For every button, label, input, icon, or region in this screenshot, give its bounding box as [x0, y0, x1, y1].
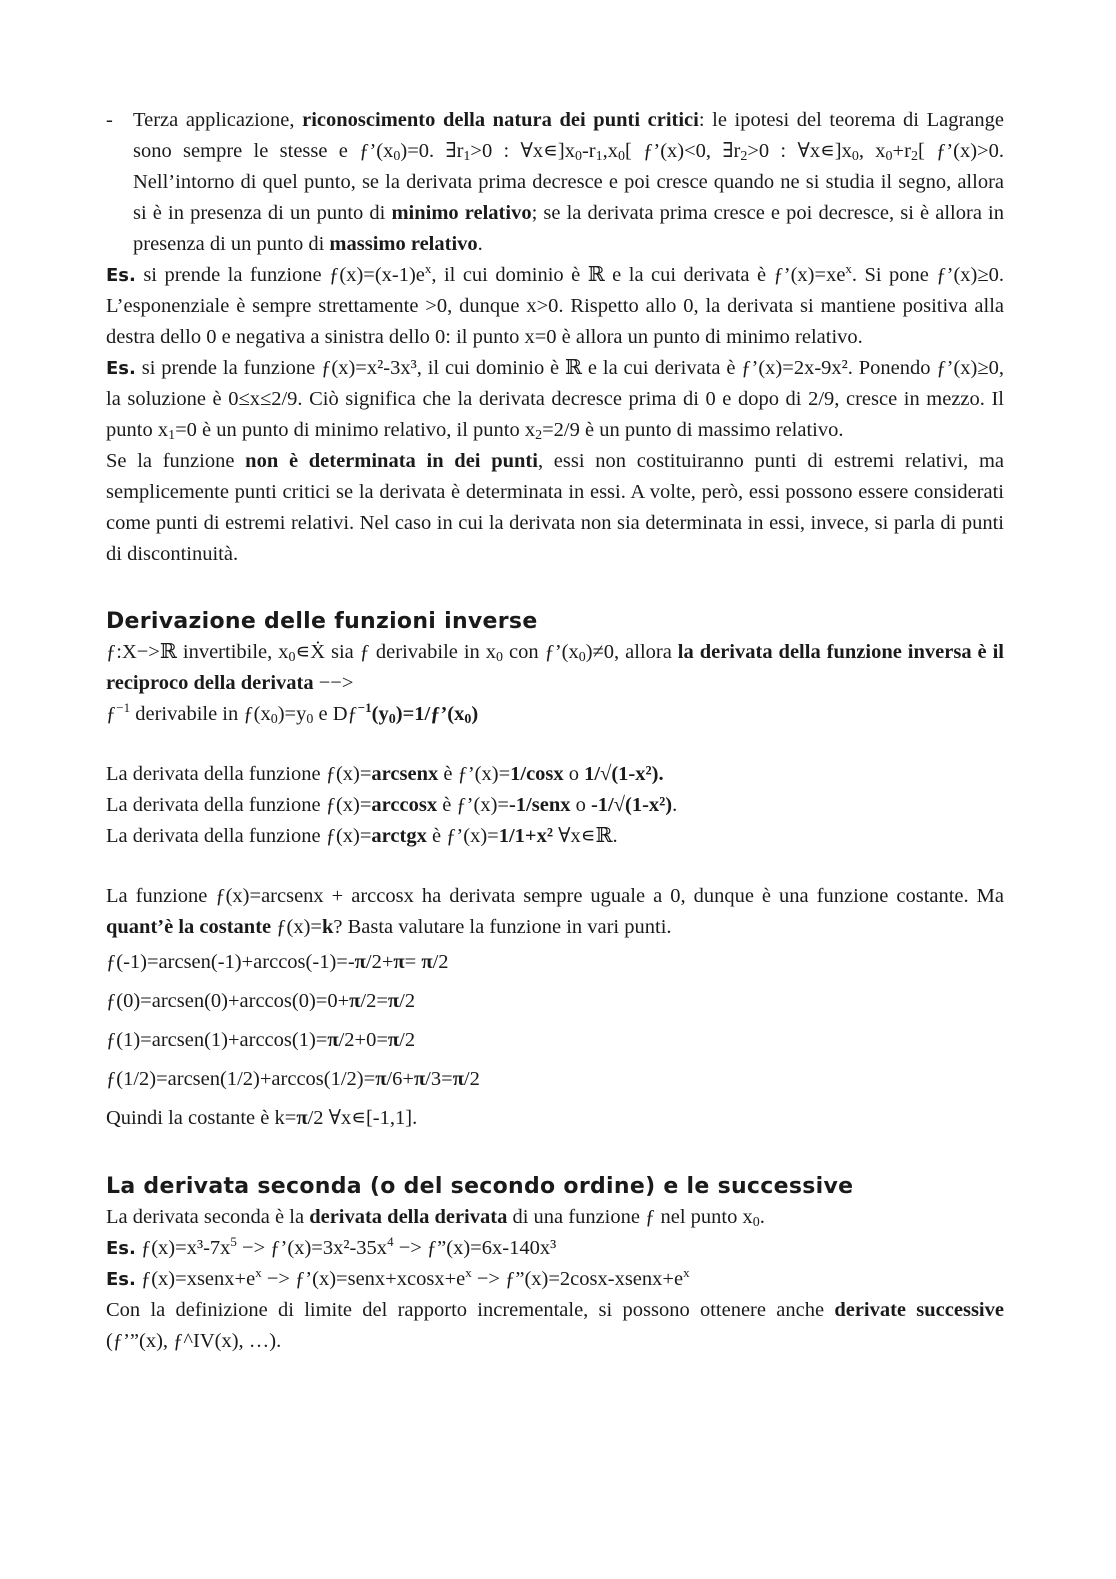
text-run: ƒ(0)=arcsen(0)+arccos(0)=0+ [106, 990, 350, 1012]
text-run: 2 [535, 428, 543, 443]
text-run: -1/√(1-x²) [590, 794, 673, 816]
text-run: )=0. ∃r [400, 140, 464, 162]
example-label: Es. [106, 265, 136, 286]
derivative-arctg [106, 821, 1004, 852]
text-run: arccosx [371, 794, 438, 816]
text-run: -r [581, 140, 596, 162]
bullet-dash: - [106, 109, 113, 131]
text-run: massimo relativo [329, 233, 478, 255]
text-run: o [570, 794, 591, 816]
text-run: ∀x∊ℝ. [553, 825, 618, 847]
text-run: ƒ(x)=x³-7x [135, 1237, 231, 1259]
text-run: = [404, 951, 422, 973]
text-run: 0 [578, 650, 586, 665]
text-run: )≠0, allora [585, 641, 678, 663]
text-run: arcsenx [371, 763, 439, 785]
text-run: −> ƒ”(x)=2cosx-xsenx+e [471, 1268, 684, 1290]
text-run: >0 : ∀x∊]x [470, 140, 575, 162]
text-run: /3= [425, 1068, 453, 1090]
text-run: ƒ [106, 703, 117, 725]
text-run: π [349, 990, 361, 1012]
text-run: +r [892, 140, 911, 162]
text-run: 0 [752, 1215, 760, 1230]
text-run: è ƒ’(x)= [438, 763, 511, 785]
text-run: /2 [399, 1029, 416, 1051]
successive-derivatives [106, 1295, 1004, 1357]
text-run: /2+ [365, 951, 394, 973]
text-run: Con la definizione di limite del rapporto incrementale, si possono ottenere anche [106, 1299, 835, 1321]
example-1 [106, 260, 1004, 353]
example-label: Es. [106, 358, 136, 379]
text-run: 2 [910, 149, 918, 164]
text-run: minimo relativo [391, 202, 532, 224]
text-run: /2 [463, 1068, 480, 1090]
bullet-text [133, 105, 1004, 260]
text-run: -1/senx [508, 794, 571, 816]
text-run: 0 [388, 712, 396, 727]
text-run: ƒ(x)=xsenx+e [135, 1268, 256, 1290]
text-run: −1 [116, 700, 131, 715]
heading-second-derivative: La derivata seconda (o del secondo ordine) e le successive [106, 1174, 854, 1199]
text-run: si prende la funzione ƒ(x)=(x-1)e [135, 264, 425, 286]
spacer [106, 730, 1004, 759]
second-derivative-example-1 [106, 1233, 1004, 1264]
paragraph-constant [106, 881, 1004, 943]
text-run: ƒ(-1)=arcsen(-1)+arccos(-1)=- [106, 951, 355, 973]
text-run: La derivata della funzione ƒ(x)= [106, 825, 372, 847]
text-run: (y [371, 703, 389, 725]
text-run: 0 [496, 650, 504, 665]
text-run: si prende la funzione ƒ(x)=x²-3x³, il cui dominio è ℝ e la cui derivata è ƒ’(x)=2x-9x². Ponendo ƒ’(x)≥0, la soluzione è 0≤x≤2/9. Ciò significa che la derivata decresce prima di 0 e dopo di 2/9, cresce in mezzo. Il punto x [106, 357, 1004, 441]
second-derivative-definition [106, 1202, 1004, 1233]
evaluation-one [106, 1021, 1004, 1060]
text-run: π [413, 1068, 426, 1090]
text-run: 0 [617, 149, 625, 164]
text-run: 1/1+x² [498, 825, 553, 847]
text-run: La derivata seconda è la [106, 1206, 310, 1228]
text-run: 0 [306, 712, 314, 727]
text-run: π [296, 1107, 308, 1129]
text-run: , x [858, 140, 886, 162]
inverse-theorem [106, 637, 1004, 699]
evaluation-minus-one [106, 943, 1004, 982]
text-run: derivata della derivata [309, 1206, 508, 1228]
text-run: k [321, 916, 334, 938]
text-run: 0 [885, 149, 893, 164]
text-run: . [477, 233, 483, 255]
text-run: è ƒ’(x)= [426, 825, 499, 847]
spacer [106, 1138, 1004, 1172]
text-run: Se la funzione [106, 450, 246, 472]
text-run: =2/9 è un punto di massimo relativo. [542, 419, 844, 441]
text-run: derivate successive [834, 1299, 1004, 1321]
text-run: ; se la derivata prima cresce e poi decresce, si è allora in presenza di un punto di [133, 202, 1004, 255]
inverse-formula [106, 699, 1004, 730]
text-run: 0 [574, 149, 582, 164]
text-run: x [683, 1265, 690, 1280]
text-run: 5 [230, 1234, 237, 1249]
text-run: /2 [432, 951, 449, 973]
text-column [106, 105, 1004, 1357]
text-run: π [327, 1029, 339, 1051]
text-run: π [387, 1029, 400, 1051]
text-run: di una funzione ƒ nel punto x [507, 1206, 753, 1228]
text-run: 0 [288, 650, 296, 665]
text-run: 2 [740, 149, 748, 164]
text-run: o [563, 763, 585, 785]
text-run: ) [471, 703, 479, 725]
text-run: 0 [464, 712, 472, 727]
text-run: /2 ∀x∊[-1,1]. [307, 1107, 418, 1129]
text-run: /2+0= [338, 1029, 388, 1051]
text-run: . [672, 794, 678, 816]
text-run: =0 è un punto di minimo relativo, il punto x [175, 419, 536, 441]
text-run: La derivata della funzione ƒ(x)= [106, 794, 372, 816]
text-run: >0 : ∀x∊]x [747, 140, 852, 162]
constant-conclusion [106, 1099, 1004, 1138]
bullet-critical-points [106, 105, 1004, 260]
text-run: non è determinata in dei punti [245, 450, 538, 472]
text-run: π [375, 1068, 387, 1090]
text-run: è ƒ’(x)= [437, 794, 509, 816]
evaluation-half [106, 1060, 1004, 1099]
text-run: 4 [387, 1234, 394, 1249]
text-run: x [465, 1265, 472, 1280]
text-run: /6+ [386, 1068, 414, 1090]
text-run: , essi non costituiranno punti di estremi relativi, ma semplicemente punti critici se la derivata è determinata in essi. A volte, però, essi possono essere considerati come punti di estremi relativi. Nel caso in cui la derivata non sia determinata in essi, invece, si parla di punti di discontinuità. [106, 450, 1004, 565]
text-run: (ƒ’”(x), ƒ^IV(x), …). [106, 1330, 282, 1352]
derivative-arccos [106, 790, 1004, 821]
spacer [106, 852, 1004, 881]
derivative-arcsen [106, 759, 1004, 790]
text-run: [ ƒ’(x)>0. Nell’intorno di quel punto, se la derivata prima decresce e poi cresce quando ne si studia il segno, allora si è in presenza di un punto di [133, 140, 1004, 224]
text-run: La funzione ƒ(x)=arcsenx + arccosx ha derivata sempre uguale a 0, dunque è una funzione costante. Ma [106, 885, 1004, 907]
text-run: π [452, 1068, 464, 1090]
text-run: , il cui dominio è ℝ e la cui derivata è ƒ’(x)=xe [431, 264, 846, 286]
text-run: π [393, 951, 405, 973]
text-run: 1 [595, 149, 603, 164]
text-run: ,x [602, 140, 618, 162]
text-run: : le ipotesi del teorema di Lagrange sono sempre le stesse e ƒ’(x [133, 109, 1004, 162]
text-run: 1 [463, 149, 471, 164]
example-2 [106, 353, 1004, 446]
text-run: x [424, 261, 432, 276]
text-run: 1/cosx [510, 763, 564, 785]
example-label: Es. [106, 1238, 136, 1259]
text-run: x [845, 261, 852, 276]
text-run: La derivata della funzione ƒ(x)= [106, 763, 372, 785]
text-run: 1/√(1-x²). [584, 763, 664, 785]
text-run: )=y [277, 703, 307, 725]
text-run: con ƒ’(x [503, 641, 579, 663]
text-run: /2 [399, 990, 416, 1012]
text-run: −−> [313, 672, 354, 694]
text-run: −> ƒ’(x)=3x²-35x [236, 1237, 388, 1259]
text-run: π [354, 951, 366, 973]
text-run: la derivata della funzione inversa è il reciproco della derivata [106, 641, 1004, 694]
spacer [106, 570, 1004, 607]
second-derivative-example-2 [106, 1264, 1004, 1295]
text-run: π [421, 951, 433, 973]
text-run: 0 [393, 149, 401, 164]
text-run: Quindi la costante è k= [106, 1107, 297, 1129]
text-run: 1 [168, 428, 176, 443]
heading-inverse-functions: Derivazione delle funzioni inverse [106, 609, 538, 634]
text-run: Terza applicazione, [133, 109, 303, 131]
text-run: arctgx [371, 825, 427, 847]
text-run: −> ƒ’(x)=senx+xcosx+e [261, 1268, 466, 1290]
example-label: Es. [106, 1269, 136, 1290]
text-run: . Si pone ƒ’(x)≥0. L’esponenziale è sempre strettamente >0, dunque x>0. Rispetto allo 0, la derivata si mantiene positiva alla destra dello 0 e negativa a sinistra dello 0: il punto x=0 è allora un punto di minimo relativo. [106, 264, 1004, 348]
text-run: −1 [357, 700, 372, 715]
text-run: 0 [851, 149, 859, 164]
text-run: ƒ(x)= [271, 916, 322, 938]
text-run: [ ƒ’(x)<0, ∃r [624, 140, 741, 162]
text-run: ƒ(1/2)=arcsen(1/2)+arccos(1/2)= [106, 1068, 376, 1090]
text-run: −> ƒ”(x)=6x-140x³ [393, 1237, 557, 1259]
text-run: ƒ:X−>ℝ invertibile, x [106, 641, 289, 663]
text-run: x [255, 1265, 262, 1280]
text-run: π [387, 990, 400, 1012]
text-run: . [759, 1206, 765, 1228]
text-run: /2= [360, 990, 388, 1012]
text-run: derivabile in ƒ(x [130, 703, 271, 725]
text-run: e Dƒ [313, 703, 358, 725]
text-run: ƒ(1)=arcsen(1)+arccos(1)= [106, 1029, 328, 1051]
paragraph-undetermined-points [106, 446, 1004, 570]
text-run: quant’è la costante [106, 916, 272, 938]
text-run: riconoscimento della natura dei punti critici [302, 109, 699, 131]
text-run: ∊Ẋ sia ƒ derivabile in x [295, 641, 497, 663]
evaluation-zero [106, 982, 1004, 1021]
text-run: ? Basta valutare la funzione in vari punti. [333, 916, 672, 938]
text-run: 0 [270, 712, 278, 727]
text-run: )=1/ƒ’(x [395, 703, 465, 725]
